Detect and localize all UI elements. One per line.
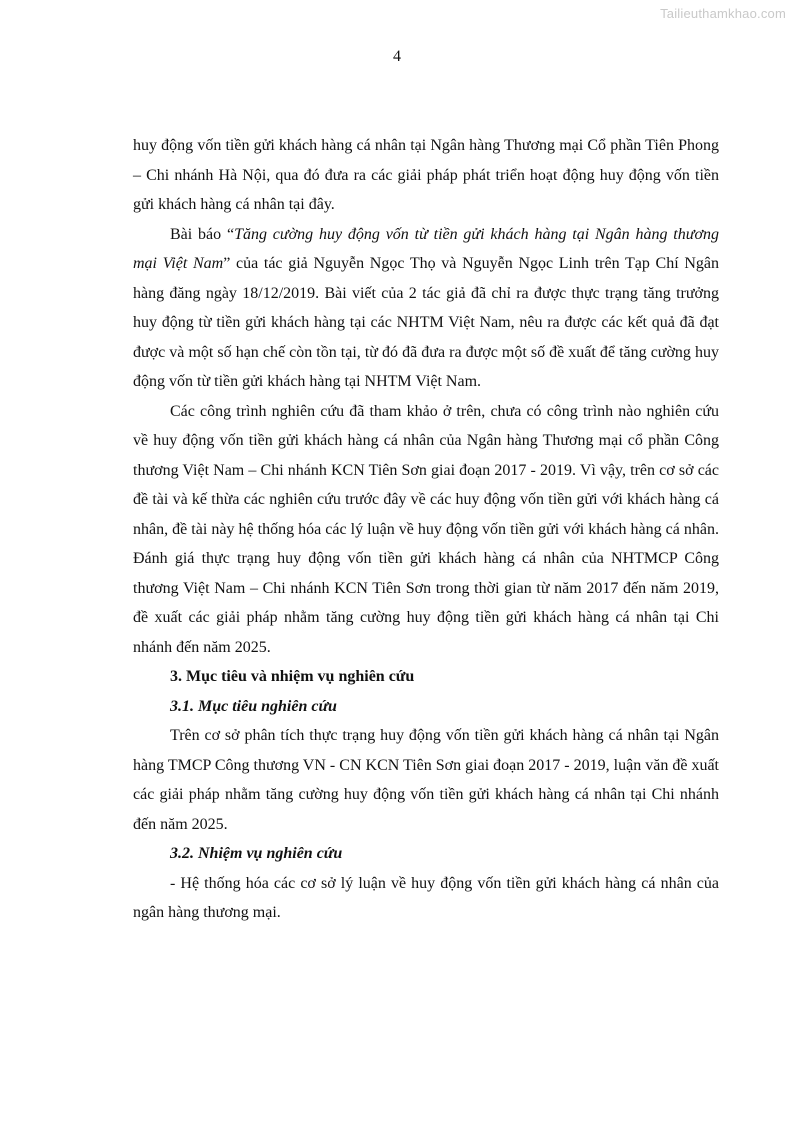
section-heading-objectives-tasks: 3. Mục tiêu và nhiệm vụ nghiên cứu [170, 668, 415, 685]
article-description: ” của tác giả Nguyễn Ngọc Thọ và Nguyễn Ngọc Linh trên Tạp Chí Ngân hàng đăng ngày 18/12/2019. Bài viết của 2 tác giả đã chỉ ra được thực trạng tăng trưởng huy động từ tiền gửi khách hàng tại các NHTM Việt Nam, nêu ra được các kết quả đã đạt được và một số hạn chế còn tồn tại, từ đó đã đưa ra được một số đề xuất để tăng cường huy động vốn từ tiền gửi khách hàng tại NHTM Việt Nam. [133, 255, 719, 390]
page-number: 4 [393, 48, 401, 65]
article-prefix: Bài báo “ [170, 225, 235, 243]
paragraph-continuation: huy động vốn tiền gửi khách hàng cá nhân tại Ngân hàng Thương mại Cổ phần Tiên Phong – Chi nhánh Hà Nội, qua đó đưa ra các giải pháp phát triển hoạt động huy động vốn tiền gửi khách hàng cá nhân tại đây. [133, 137, 719, 213]
paragraph-article-review [133, 220, 719, 397]
watermark: Tailieuthamkhao.com [660, 6, 786, 21]
paragraph-research-gap: Các công trình nghiên cứu đã tham khảo ở trên, chưa có công trình nào nghiên cứu về huy động vốn tiền gửi khách hàng cá nhân của Ngân hàng Thương mại cổ phần Công thương Việt Nam – Chi nhánh KCN Tiên Sơn giai đoạn 2017 - 2019. Vì vậy, trên cơ sở các đề tài và kế thừa các nghiên cứu trước đây về các huy động vốn tiền gửi với khách hàng cá nhân, đề tài này hệ thống hóa các lý luận về huy động vốn tiền gửi với khách hàng cá nhân. Đánh giá thực trạng huy động vốn tiền gửi khách hàng cá nhân của NHTMCP Công thương Việt Nam – Chi nhánh KCN Tiên Sơn trong thời gian từ năm 2017 đến năm 2019, đề xuất các giải pháp nhằm tăng cường huy động tiền gửi khách hàng cá nhân tại Chi nhánh đến năm 2025. [133, 402, 719, 656]
article-title: Tăng cường huy động vốn từ tiền gửi khách hàng tại Ngân hàng thương mại Việt Nam [133, 225, 720, 272]
subsection-heading-tasks: 3.2. Nhiệm vụ nghiên cứu [170, 845, 343, 862]
paragraph-task-item: - Hệ thống hóa các cơ sở lý luận về huy động vốn tiền gửi khách hàng cá nhân của ngân hàng thương mại. [133, 874, 719, 921]
paragraph-objectives: Trên cơ sở phân tích thực trạng huy động vốn tiền gửi khách hàng cá nhân tại Ngân hàng TMCP Công thương VN - CN KCN Tiên Sơn giai đoạn 2017 - 2019, luận văn đề xuất các giải pháp nhằm tăng cường huy động vốn tiền gửi khách hàng cá nhân tại Chi nhánh đến năm 2025. [133, 727, 719, 833]
document-body [133, 131, 719, 928]
subsection-heading-objectives: 3.1. Mục tiêu nghiên cứu [170, 697, 337, 715]
